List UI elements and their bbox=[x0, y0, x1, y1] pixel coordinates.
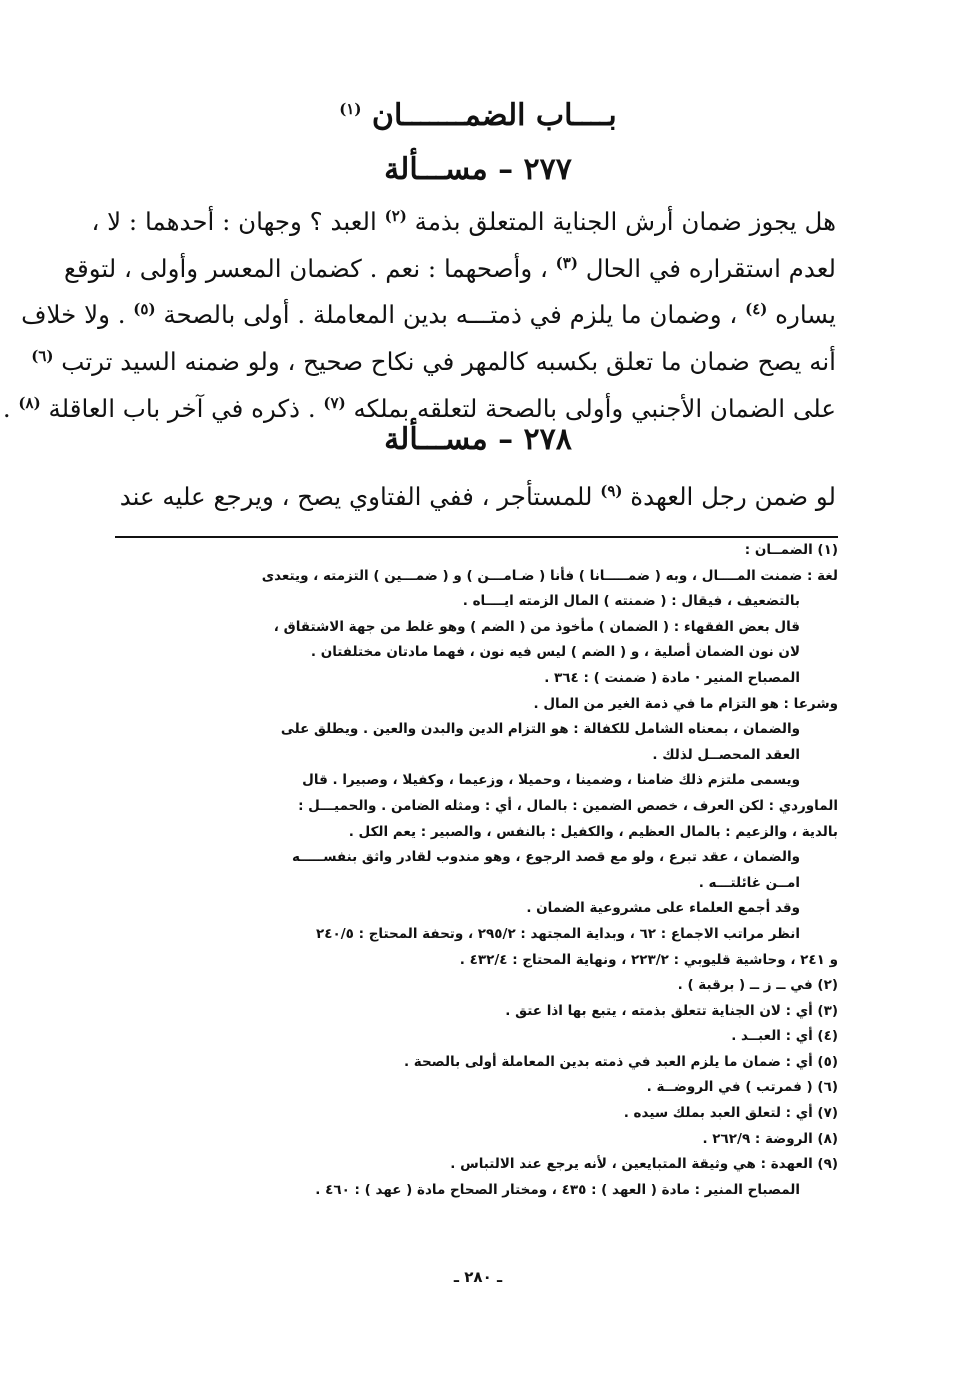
footnotes bbox=[126, 538, 838, 1203]
chapter-title: بــــاب الضمـــــــان bbox=[371, 98, 617, 133]
footnote-line: قال بعض الفقهاء : ( الضمان ) مأخوذ من ( الضم ) وهو غلط من جهة الاشتقاق ، bbox=[273, 618, 800, 635]
section-277-body bbox=[2, 196, 836, 429]
footnote-line: (٨) الروضة : ٢٦٢/٩ . bbox=[702, 1130, 838, 1147]
section-278-title: ٢٧٨ – مســـألة bbox=[384, 422, 572, 457]
footnote-line: الماوردي : لكن العرف ، خصص الضمين : بالمال ، أي : ومثله الضامن . والحميـــل : bbox=[298, 797, 838, 814]
footnote-line: (٣) أي : لان الجناية تتعلق بذمته ، يتبع بها اذا عتق . bbox=[505, 1002, 838, 1019]
chapter-heading bbox=[0, 98, 956, 133]
footnote-line: والضمان ، بمعناه الشامل للكفالة : هو التزام الدين والبدن والعين . ويطلق على bbox=[280, 721, 800, 738]
footnote-line: (٥) أي : ضمان ما يلزم العبد في ذمته بدين المعاملة أولى بالصحة . bbox=[403, 1053, 838, 1070]
footnote-line: انظر مراتب الاجماع : ٦٢ ، وبداية المجتهد : ٢٩٥/٢ ، وتحفة المحتاج : ٢٤٠/٥ bbox=[316, 925, 800, 942]
footnote-line: بالتضعيف ، فيقال : ( ضمنته ) المال الزمته ايــــاه . bbox=[462, 593, 800, 610]
footnote-line: لغة : ضمنت المــــال ، وبه ( ضمـــــانا ) فأنا ( ضـامـــن ) و ( ضمـــين ) التزمته ، ويتعدى bbox=[261, 567, 838, 584]
footnote-line: و ٢٤١ ، وحاشية قليوبي : ٢٢٣/٢ ، ونهاية المحتاج : ٤٣٢/٤ . bbox=[459, 951, 838, 968]
body-line: يساره $^{(٤)}$ ، وضمان ما يلزم في ذمتـــه بدين المعاملة . أولى بالصحة $^{(٥)}$ . ولا خلاف bbox=[21, 300, 836, 330]
body-line: هل يجوز ضمان أرش الجناية المتعلق بذمة $^{(٢)}$ العبد ؟ وجهان : أحدهما : لا ، bbox=[91, 207, 836, 237]
page-number: ـ ٢٨٠ ـ bbox=[453, 1268, 503, 1286]
footnote-line: ويسمى ملتزم ذلك ضامنا ، وضمينا ، وحميلا ، وزعيما ، وكفيلا ، وصبيرا . قال bbox=[302, 772, 800, 789]
body-line: لعدم استقراره في الحال $^{(٣)}$ ، وأصحهما : نعم . كضمان المعسر وأولى ، لتوقع bbox=[64, 253, 836, 283]
footnote-line: (٧) أي : لتعلق العبد بملك سيده . bbox=[623, 1105, 838, 1122]
footnote-line: لان نون الضمان أصلية ، و ( الضم ) ليس فيه نون ، فهما مادتان مختلفتان . bbox=[310, 644, 800, 661]
body-line: على الضمان الأجنبي وأولى بالصحة لتعلقه بملكه $^{(٧)}$ . ذكره في آخر باب العاقلة $^{(٨)}$ . bbox=[2, 393, 836, 423]
body-line: أنه يصح ضمان ما تعلق بكسبه كالمهر في نكاح صحيح ، ولو ضمنه السيد ترتب $^{(٦)}$ bbox=[31, 346, 836, 377]
footnote-line: وقد أجمع العلماء على مشروعية الضمان . bbox=[526, 900, 800, 917]
footnote-line: (٦) ( فمرتب ) في الروضــة . bbox=[646, 1079, 838, 1096]
footnote-line: وشرعا : هو التزام ما في ذمة الغير من المال . bbox=[533, 695, 838, 712]
footnote-line: (٩) العهدة : هي وثيقة المتبايعين ، لأنه يرجع عند الالتباس . bbox=[450, 1156, 838, 1173]
footnote-line: (٤) أي : العبــد . bbox=[731, 1028, 838, 1045]
footnote-line: المصباح المنير · مادة ( ضمنت ) : ٣٦٤ . bbox=[544, 669, 800, 686]
footnote-line: امــن غائلتـــه . bbox=[698, 874, 800, 891]
footnote-line: (١) الضمــان : bbox=[744, 542, 838, 558]
chapter-note-ref: (١) bbox=[339, 100, 362, 118]
footnote-line: (٢) في ــ ز ــ ( برقبة ) . bbox=[677, 977, 838, 994]
footnote-line: والضمان ، عقد تبرع ، ولو مع قصد الرجوع ، وهو مندوب لقادر واثق بنفســـــه bbox=[291, 849, 800, 866]
body-line: لو ضمن رجل العهدة $^{(٩)}$ للمستأجر ، ففي الفتاوي يصح ، ويرجع عليه عند bbox=[119, 482, 836, 512]
footnote-line: المصباح المنير : مادة ( العهد ) : ٤٣٥ ، ومختار الصحاح مادة ( عهد ) : ٤٦٠ . bbox=[315, 1181, 800, 1198]
footnote-line: بالدية ، والزعيم : بالمال العظيم ، والكفيل : بالنفس ، والصبير : يعم الكل . bbox=[348, 823, 838, 840]
section-277-title: ٢٧٧ – مســـألة bbox=[384, 152, 572, 187]
footnote-line: العقد المحصــل لذلك . bbox=[652, 746, 800, 763]
section-278-body bbox=[120, 471, 836, 518]
